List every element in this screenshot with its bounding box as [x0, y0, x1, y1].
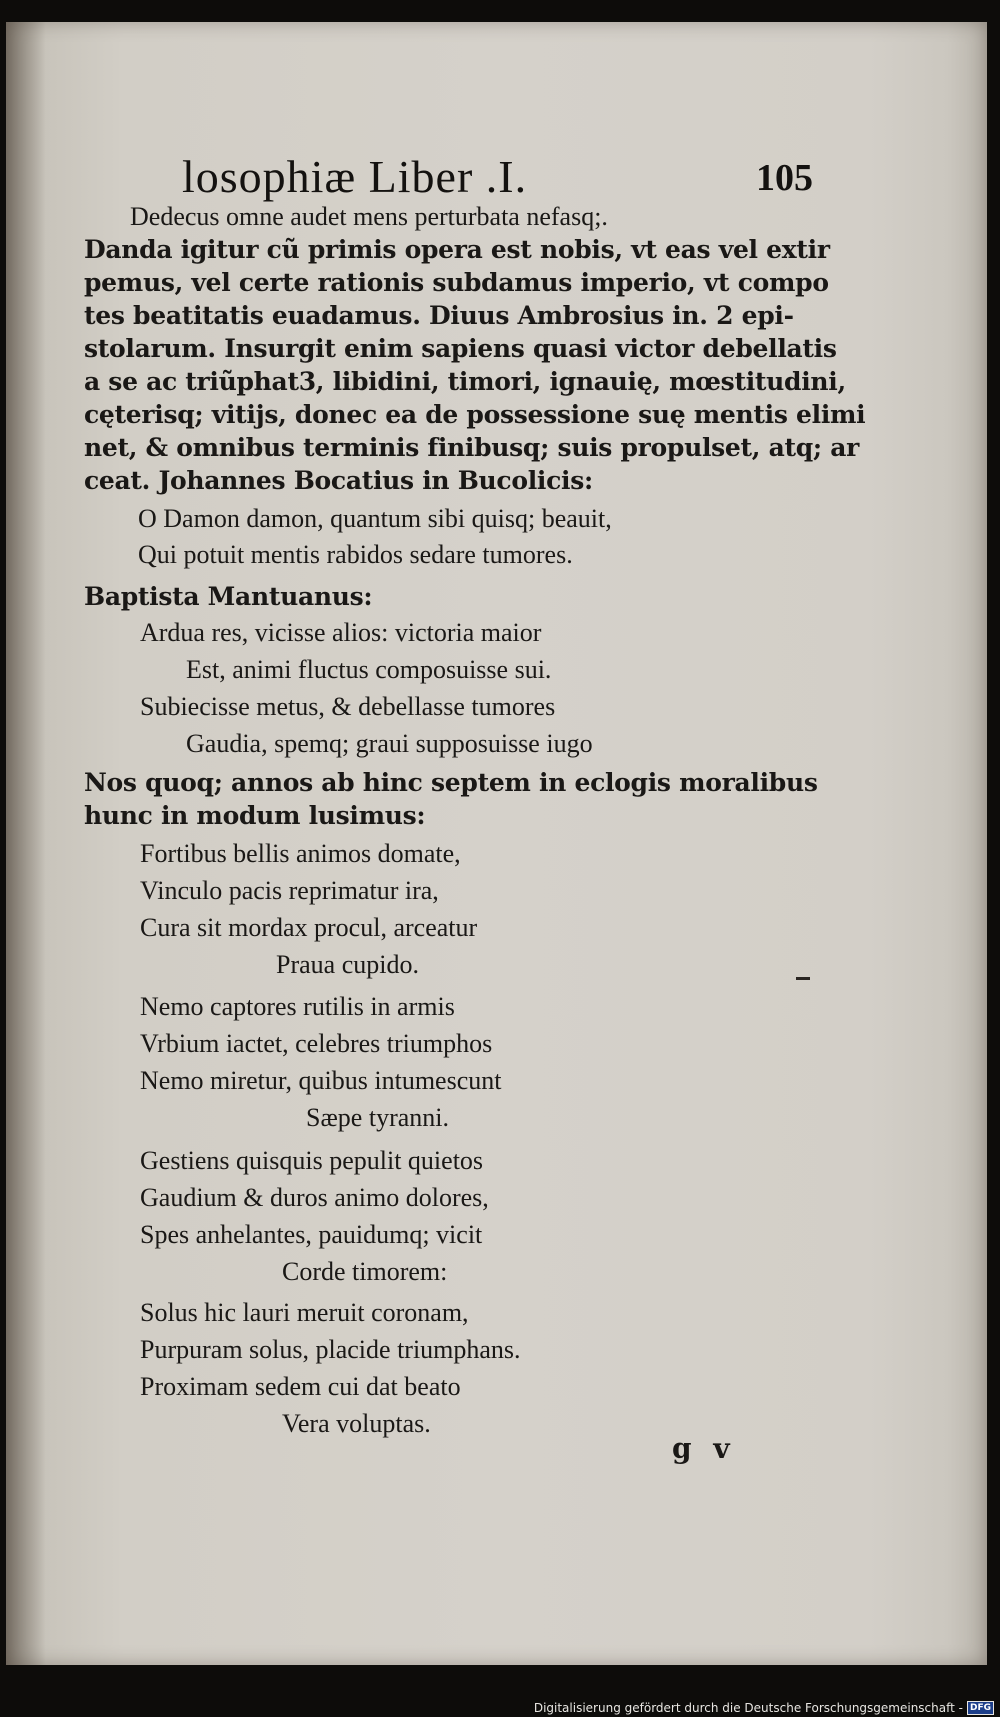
verse-line: Vera voluptas.	[282, 1409, 431, 1438]
page-number: 105	[756, 157, 813, 199]
dfg-logo-icon: DFG	[967, 1701, 994, 1715]
verse-line: Nemo captores rutilis in armis	[140, 992, 455, 1021]
running-title: losophiæ Liber .I.	[182, 151, 528, 202]
verse-line: O Damon damon, quantum sibi quisq; beauit,	[138, 504, 612, 533]
page-text	[6, 22, 987, 1665]
verse-line: Praua cupido.	[276, 950, 419, 979]
verse-line: Ardua res, vicisse alios: victoria maior	[140, 618, 542, 647]
text-line: Baptista Mantuanus:	[84, 582, 373, 611]
verse-line: Proximam sedem cui dat beato	[140, 1372, 461, 1401]
verse-line: Sæpe tyranni.	[306, 1103, 449, 1132]
margin-mark	[796, 977, 810, 980]
text-line: pemus, vel certe rationis subdamus imperio, vt compo	[84, 268, 829, 297]
verse-line: Solus hic lauri meruit coronam,	[140, 1298, 469, 1327]
book-page	[6, 22, 987, 1665]
text-line: cęterisq; vitijs, donec ea de possessione suę mentis elimi	[84, 400, 866, 429]
verse-line: Vinculo pacis reprimatur ira,	[140, 876, 439, 905]
verse-line: Fortibus bellis animos domate,	[140, 839, 461, 868]
text-line: stolarum. Insurgit enim sapiens quasi victor debellatis	[84, 334, 837, 363]
verse-line: Gestiens quisquis pepulit quietos	[140, 1146, 484, 1175]
text-line: ceat. Johannes Bocatius in Bucolicis:	[84, 466, 593, 495]
digitization-credit	[534, 1701, 994, 1715]
verse-line: Nemo miretur, quibus intumescunt	[140, 1066, 502, 1095]
verse-line: Purpuram solus, placide triumphans.	[140, 1335, 521, 1364]
text-line: Nos quoq; annos ab hinc septem in eclogis moralibus	[84, 768, 818, 797]
verse-line: Subiecisse metus, & debellasse tumores	[140, 692, 556, 721]
text-line: Dedecus omne audet mens perturbata nefasq;.	[130, 202, 608, 231]
verse-line: Est, animi fluctus composuisse sui.	[186, 655, 552, 684]
text-line: Danda igitur cũ primis opera est nobis, vt eas vel extir	[84, 235, 830, 264]
verse-line: Cura sit mordax procul, arceatur	[140, 913, 478, 942]
text-line: a se ac triũphat3, libidini, timori, ignauię, mœstitudini,	[84, 367, 846, 396]
text-line: net, & omnibus terminis finibusq; suis propulset, atq; ar	[84, 433, 860, 462]
verse-line: Gaudium & duros animo dolores,	[140, 1183, 489, 1212]
verse-line: Spes anhelantes, pauidumq; vicit	[140, 1220, 483, 1249]
credit-text: Digitalisierung gefördert durch die Deutsche Forschungsgemeinschaft -	[533, 1701, 963, 1715]
verse-line: Qui potuit mentis rabidos sedare tumores.	[138, 540, 573, 569]
text-line: hunc in modum lusimus:	[84, 801, 426, 830]
text-line: tes beatitatis euadamus. Diuus Ambrosius in. 2 epi-	[84, 301, 794, 330]
verse-line: Corde timorem:	[282, 1257, 448, 1286]
signature-mark: g v	[672, 1432, 736, 1465]
verse-line: Gaudia, spemq; graui supposuisse iugo	[186, 729, 593, 758]
verse-line: Vrbium iactet, celebres triumphos	[140, 1029, 493, 1058]
